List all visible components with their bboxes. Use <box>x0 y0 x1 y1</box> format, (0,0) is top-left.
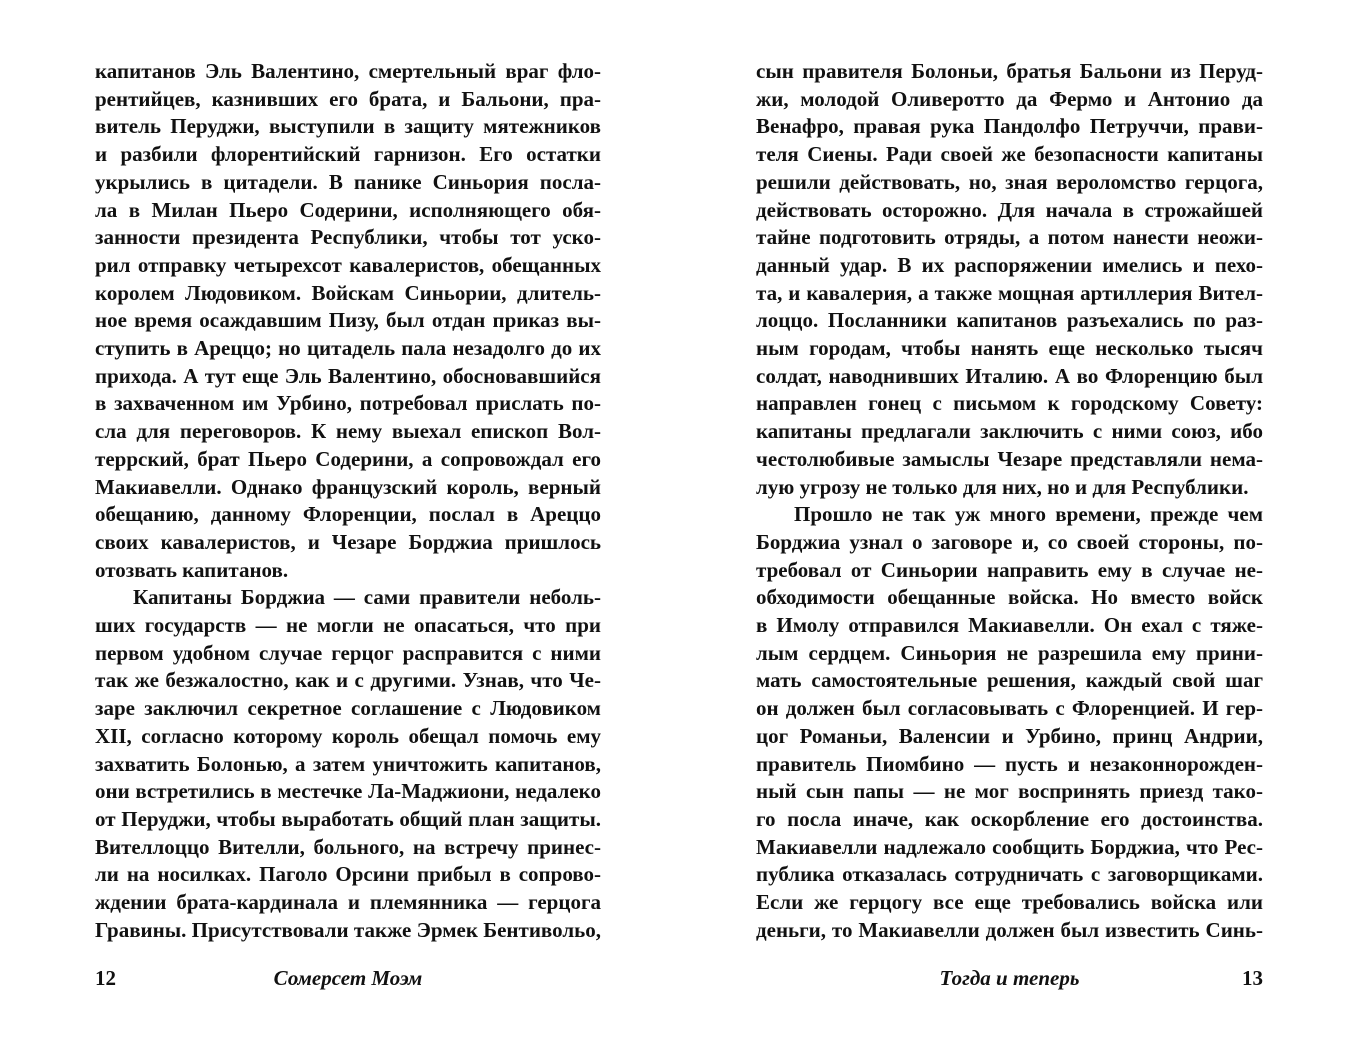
text-line: рил отправку четырехсот кавалеристов, обещанных <box>95 252 601 277</box>
text-line: королем Людовиком. Войскам Синьории, длитель- <box>95 280 601 305</box>
text-line: прихода. А тут еще Эль Валентино, обосновавшийся <box>95 363 601 388</box>
page-footer-right <box>756 966 1263 996</box>
text-line: решили действовать, но, зная вероломство герцога, <box>756 169 1263 194</box>
text-line: публика отказалась сотрудничать с заговорщиками. <box>756 862 1263 887</box>
text-line: ждении брата-кардинала и племянника — герцога <box>95 890 601 915</box>
text-line: укрылись в цитадели. В панике Синьория посла- <box>95 169 601 194</box>
text-line: от Перуджи, чтобы выработать общий план защиты. <box>95 806 601 831</box>
text-line: ших государств — не могли не опасаться, что при <box>95 613 601 638</box>
text-line: Капитаны Борджиа — сами правители неболь- <box>133 585 601 610</box>
text-line: го посла иначе, как оскорбление его достоинства. <box>756 806 1263 831</box>
text-line: ла в Милан Пьеро Содерини, исполняющего обя- <box>95 197 601 222</box>
page-text-right <box>756 58 1263 945</box>
page-number-left: 12 <box>95 966 116 990</box>
text-line: солдат, наводнивших Италию. А во Флоренцию был <box>756 363 1263 388</box>
text-line: направлен гонец с письмом к городскому Совету: <box>756 391 1263 416</box>
text-line: заре заключил секретное соглашение с Людовиком <box>95 696 601 721</box>
text-line: требовал от Синьории направить ему в случае не- <box>756 557 1263 582</box>
text-line: честолюбивые замыслы Чезаре представляли нема- <box>756 446 1263 471</box>
text-line: в Имолу отправился Макиавелли. Он ехал с тяже- <box>756 613 1263 638</box>
text-line: правитель Пиомбино — пусть и незаконнорожден- <box>756 751 1263 776</box>
text-line: теля Сиены. Ради своей же безопасности капитаны <box>756 142 1263 167</box>
text-line: лую угрозу не только для них, но и для Республики. <box>756 474 1249 499</box>
text-line: в захваченном им Урбино, потребовал прислать по- <box>95 391 601 416</box>
text-line: Макиавелли. Однако французский король, верный <box>95 474 601 499</box>
text-line: ный сын папы — не мог воспринять приезд тако- <box>756 779 1263 804</box>
text-line: Борджиа узнал о заговоре и, со своей стороны, по- <box>756 529 1263 554</box>
text-line: и разбили флорентийский гарнизон. Его остатки <box>95 142 601 167</box>
text-line: так же безжалостно, как и с другими. Узнав, что Че- <box>95 668 601 693</box>
text-line: мать самостоятельные решения, каждый свой шаг <box>756 668 1263 693</box>
text-line: ное время осаждавшим Пизу, был отдан приказ вы- <box>95 308 601 333</box>
page-footer-left <box>95 966 601 996</box>
text-line: Прошло не так уж много времени, прежде чем <box>794 502 1263 527</box>
text-line: лым сердцем. Синьория не разрешила ему прини- <box>756 640 1263 665</box>
text-line: та, и кавалерия, а также мощная артиллерия Вител- <box>756 280 1263 305</box>
text-line: деньги, то Макиавелли должен был известить Синь- <box>756 917 1263 942</box>
text-line: сын правителя Болоньи, братья Бальони из Перуд- <box>756 59 1263 83</box>
text-line: Макиавелли надлежало сообщить Борджиа, что Рес- <box>756 834 1263 859</box>
text-line: цог Романьи, Валенсии и Урбино, принц Андрии, <box>756 723 1263 748</box>
text-line: сла для переговоров. К нему выехал епископ Вол- <box>95 419 601 444</box>
text-line: отозвать капитанов. <box>95 557 289 582</box>
text-line: действовать осторожно. Для начала в строжайшей <box>756 197 1263 222</box>
text-line: ным городам, чтобы нанять еще несколько тысяч <box>756 336 1263 361</box>
text-line: витель Перуджи, выступили в защиту мятежников <box>95 114 601 139</box>
text-line: первом удобном случае герцог расправится с ними <box>95 640 601 665</box>
text-line: ступить в Ареццо; но цитадель пала незадолго до их <box>95 336 601 361</box>
text-line: тайне подготовить отряды, а потом нанести неожи- <box>756 225 1263 250</box>
text-line: жи, молодой Оливеротто да Фермо и Антонио да <box>756 86 1263 111</box>
text-line: капитаны предлагали заключить с ними союз, ибо <box>756 419 1263 444</box>
text-line: своих кавалеристов, и Чезаре Борджиа пришлось <box>95 529 601 554</box>
text-line: рентийцев, казнивших его брата, и Бальони, пра- <box>95 86 601 111</box>
text-line: лоццо. Посланники капитанов разъехались по раз- <box>756 308 1263 333</box>
running-head-author: Сомерсет Моэм <box>273 966 423 990</box>
page-text-left <box>95 58 601 945</box>
running-head-title: Тогда и теперь <box>939 966 1080 990</box>
text-line: капитанов Эль Валентино, смертельный враг фло- <box>95 59 601 83</box>
text-line: захватить Болонью, а затем уничтожить капитанов, <box>95 751 601 776</box>
text-line: террский, брат Пьеро Содерини, а сопровождал его <box>95 446 601 471</box>
text-line: обходимости обещанные войска. Но вместо войск <box>756 585 1263 610</box>
text-line: Если же герцогу все еще требовались войска или <box>756 890 1263 915</box>
text-line: ли на носилках. Паголо Орсини прибыл в сопрово- <box>95 862 601 887</box>
text-line: обещанию, данному Флоренции, послал в Ареццо <box>95 502 601 527</box>
text-line: данный удар. В их распоряжении имелись и пехо- <box>756 252 1263 277</box>
text-line: он должен был согласовывать с Флоренцией. И гер- <box>756 696 1263 721</box>
text-line: Гравины. Присутствовали также Эрмек Бентивольо, <box>95 917 601 942</box>
text-line: XII, согласно которому король обещал помочь ему <box>95 723 601 748</box>
text-line: Вителлоццо Вителли, больного, на встречу принес- <box>95 834 601 859</box>
text-line: Венафро, правая рука Пандолфо Петруччи, прави- <box>756 114 1263 139</box>
page-number-right: 13 <box>1242 966 1263 990</box>
text-line: занности президента Республики, чтобы тот уско- <box>95 225 601 250</box>
text-line: они встретились в местечке Ла-Маджиони, недалеко <box>95 779 601 804</box>
